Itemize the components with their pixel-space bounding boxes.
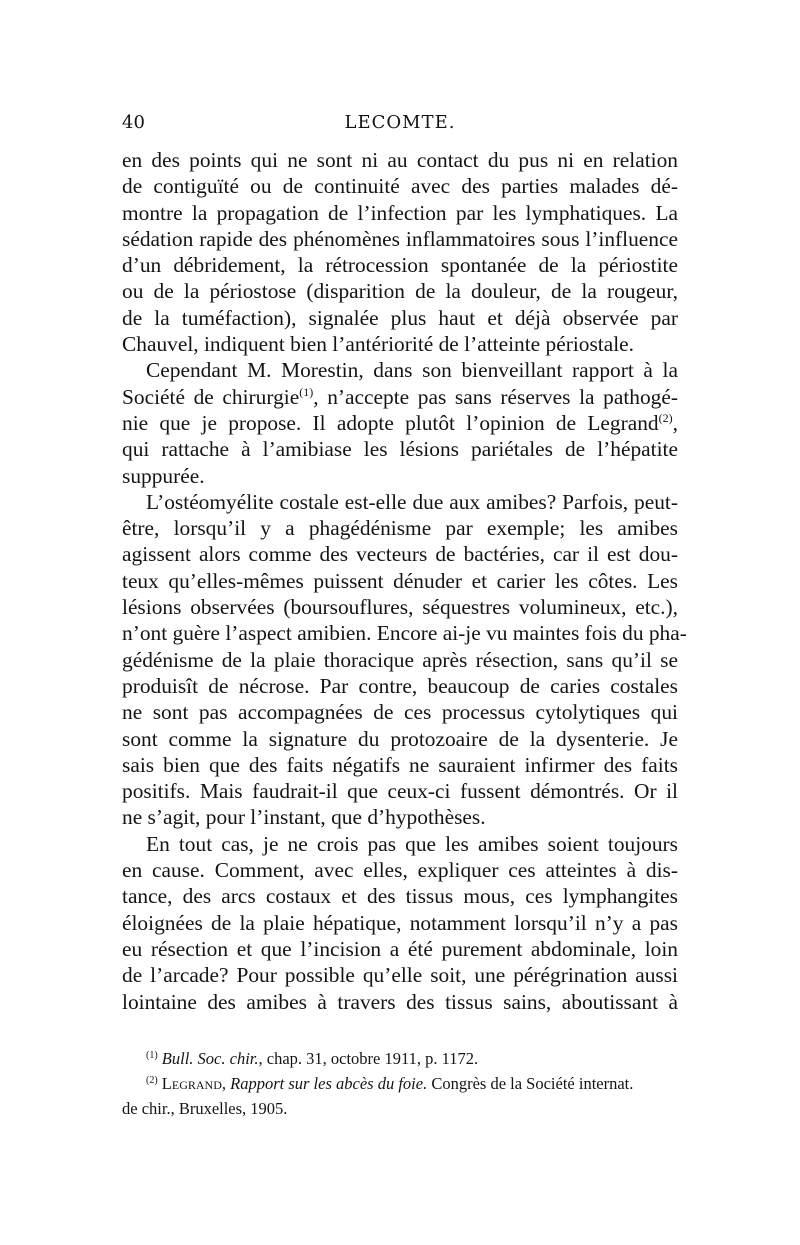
page-header — [122, 112, 678, 142]
text-line: nie que je propose. Il adopte plutôt l’opinion de Legrand$^{(2)}$, — [122, 410, 678, 435]
text-line: L’ostéomyélite costale est-elle due aux amibes? Parfois, peut- — [146, 489, 678, 514]
text-line: ne s’agit, pour l’instant, que d’hypothèses. — [122, 805, 486, 830]
text-line: éloignées de la plaie hépatique, notamment lorsqu’il n’y a pas — [122, 910, 678, 935]
text-line: eu résection et que l’incision a été purement abdominale, loin — [122, 936, 678, 961]
text-line: suppurée. — [122, 463, 205, 488]
text-line: lésions observées (boursouflures, séquestres volumineux, etc.), — [122, 595, 678, 620]
text-line: sais bien que des faits négatifs ne sauraient infirmer des faits — [122, 752, 678, 777]
text-line: tance, des arcs costaux et des tissus mous, ces lymphangites — [122, 884, 678, 909]
text-line: de contiguïté ou de continuité avec des parties malades dé- — [122, 174, 678, 199]
running-head: LECOMTE. — [344, 112, 456, 133]
text-line: Société de chirurgie$^{(1)}$, n’accepte pas sans réserves la pathogé- — [122, 384, 678, 409]
body-text — [122, 147, 687, 1015]
text-line: Chauvel, indiquent bien l’antériorité de l’atteinte périostale. — [122, 332, 635, 357]
text-line: produisît de nécrose. Par contre, beaucoup de caries costales — [122, 673, 678, 698]
text-line: teux qu’elles-mêmes puissent dénuder et carier les côtes. Les — [122, 568, 678, 593]
text-line: En tout cas, je ne crois pas que les amibes soient toujours — [146, 831, 678, 856]
text-line: en des points qui ne sont ni au contact du pus ni en relation — [122, 148, 678, 172]
text-line: agissent alors comme des vecteurs de bactéries, car il est dou- — [122, 542, 678, 567]
text-line: être, lorsqu’il y a phagédénisme par exemple; les amibes — [122, 516, 678, 541]
text-line: positifs. Mais faudrait-il que ceux-ci fussent démontrés. Or il — [122, 779, 678, 804]
text-line: en cause. Comment, avec elles, expliquer ces atteintes à dis- — [122, 858, 678, 883]
footnote-1: $^{(1)}$ Bull. Soc. chir., chap. 31, octobre 1911, p. 1172. — [146, 1049, 479, 1068]
text-line: sont comme la signature du protozoaire de la dysenterie. Je — [122, 726, 678, 751]
text-line: lointaine des amibes à travers des tissus sains, aboutissant à — [122, 989, 678, 1014]
text-line: n’ont guère l’aspect amibien. Encore ai-je vu maintes fois du pha- — [122, 621, 687, 646]
footnotes — [122, 1046, 678, 1121]
text-line: de l’arcade? Pour possible qu’elle soit, une pérégrination aussi — [122, 963, 678, 988]
text-line: ou de la périostose (disparition de la douleur, de la rougeur, — [122, 279, 678, 304]
text-line: montre la propagation de l’infection par les lymphatiques. La — [122, 200, 678, 225]
text-line: d’un débridement, la rétrocession spontanée de la périostite — [122, 253, 678, 278]
text-line: ne sont pas accompagnées de ces processus cytolytiques qui — [122, 700, 678, 725]
page-number: 40 — [122, 112, 145, 133]
text-line: Cependant M. Morestin, dans son bienveillant rapport à la — [146, 358, 678, 383]
text-line: de la tuméfaction), signalée plus haut et déjà observée par — [122, 305, 678, 330]
footnote-2: $^{(2)}$ Legrand, Rapport sur les abcès du foie. Congrès de la Société internat. — [146, 1074, 634, 1093]
footnote-3: de chir., Bruxelles, 1905. — [122, 1099, 288, 1118]
text-line: qui rattache à l’amibiase les lésions pariétales de l’hépatite — [122, 437, 678, 462]
text-line: gédénisme de la plaie thoracique après résection, sans qu’il se — [122, 647, 678, 672]
text-line: sédation rapide des phénomènes inflammatoires sous l’influence — [122, 226, 678, 251]
